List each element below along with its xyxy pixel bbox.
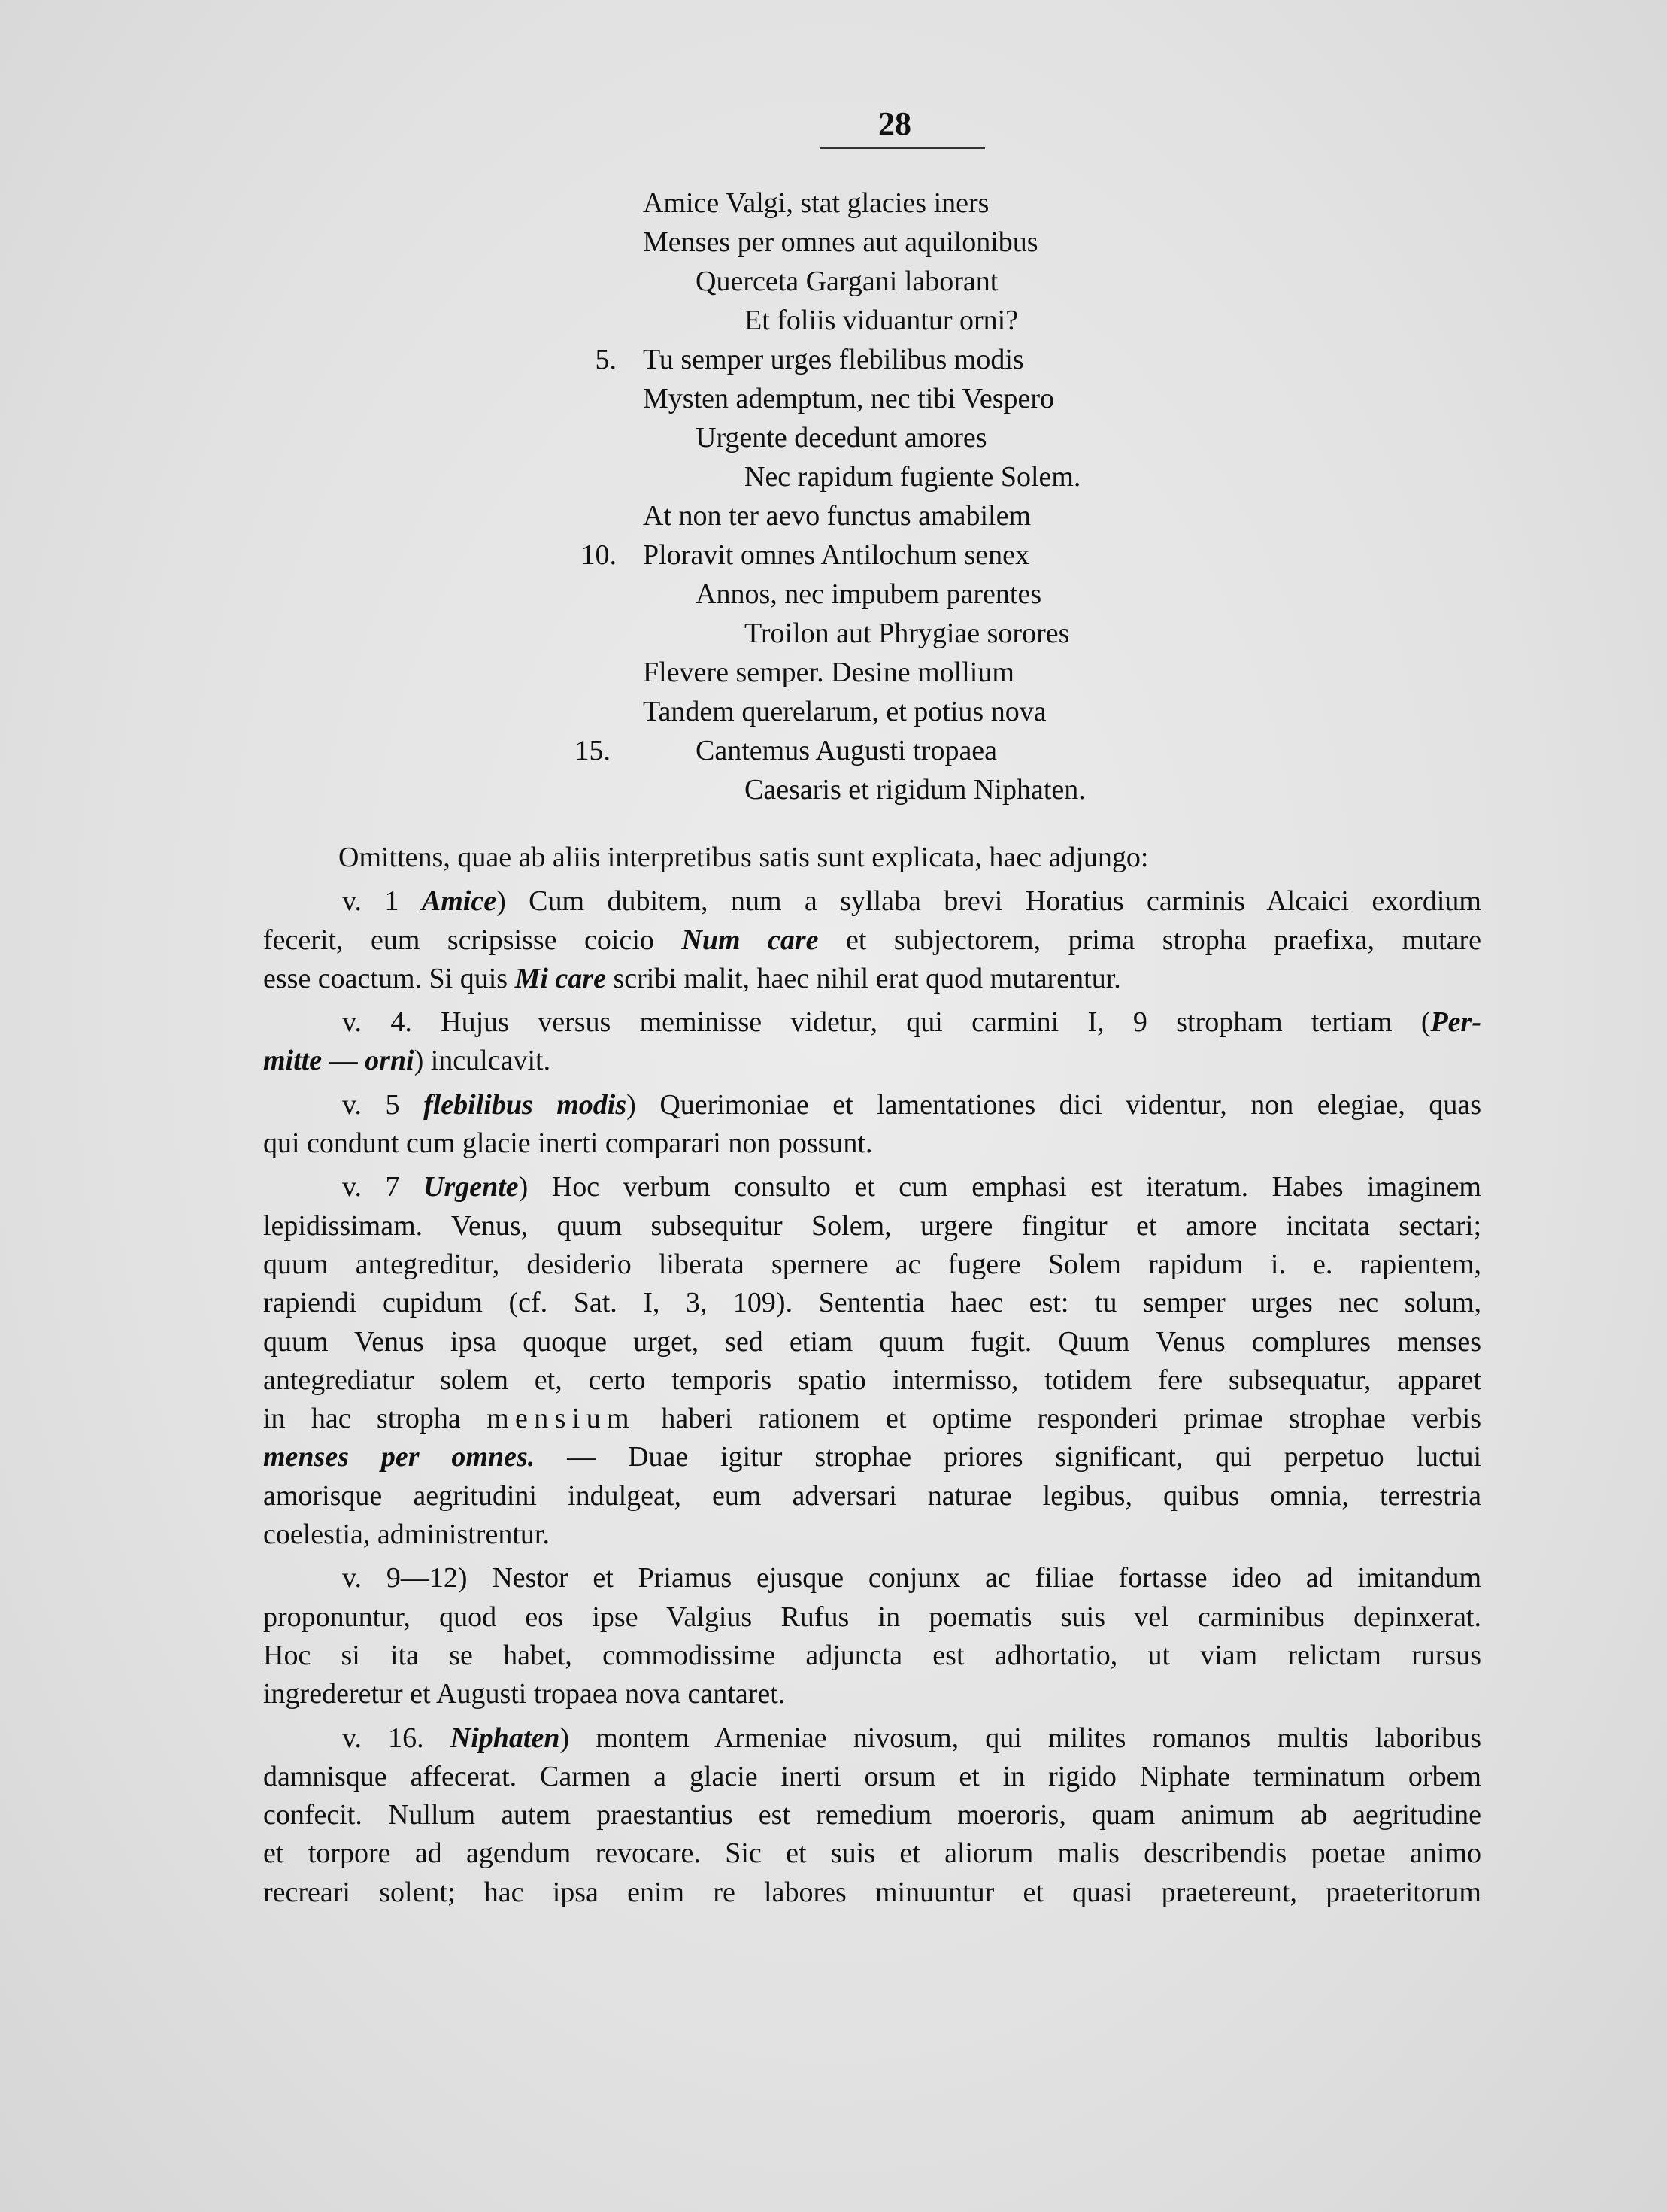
note-text: montem Armeniae nivosum, qui milites romanos multis laboribus [596,1722,1482,1754]
note-v9-12-cont: Hoc si ita se habet, commodissime adjuncta est adhortatio, ut viam relictam rursus [263,1639,1481,1671]
verse-line: Cantemus Augusti tropaea [696,735,998,766]
note-text: Hujus versus meminisse videtur, qui carmini I, 9 stropham tertiam ( [441,1006,1431,1039]
note-v7: v. 7 Urgente) Hoc verbum consulto et cum emphasi est iteratum. Habes imaginem [342,1171,1481,1203]
note-ref: v. 4. [342,1006,412,1039]
note-text: — [329,1045,358,1077]
verse-line: Flevere semper. Desine mollium [643,657,1014,688]
note-emphasis: orni [365,1045,414,1077]
note-text: fecerit, eum scripsisse coicio [263,924,654,956]
note-v4-cont [263,1042,1481,1080]
note-v16-cont: recreari solent; hac ipsa enim re labores minuuntur et quasi praetereunt, praeteritorum [263,1876,1481,1908]
verse-line: Nec rapidum fugiente Solem. [744,461,1081,493]
note-text: et subjectorem, prima stropha praefixa, mutare [846,924,1482,956]
note-ref: v. 9—12) [342,1562,468,1595]
verse-line: Annos, nec impubem parentes [696,578,1042,610]
note-ref: v. 16. [342,1722,424,1754]
verse-line: At non ter aevo functus amabilem [643,500,1032,532]
note-v7-cont: antegrediatur solem et, certo temporis spatio intermisso, totidem fere subsequatur, apparet [263,1364,1481,1396]
note-text: Querimoniae et lamentationes dici videntur, non elegiae, quas [659,1088,1482,1121]
verse-line: Et foliis viduantur orni? [744,305,1019,336]
note-v9-12-cont: proponuntur, quod eos ipse Valgius Rufus in poematis suis vel carminibus depinxerat. [263,1601,1481,1633]
note-spaced-word: mensium [486,1403,635,1435]
note-text: Hoc verbum consulto et cum emphasi est iteratum. Habes imaginem [551,1171,1481,1203]
note-text: esse coactum. Si quis [263,962,508,994]
note-ref: v. 1 [342,885,399,918]
note-v7-cont: amorisque aegritudini indulgeat, eum adversari naturae legibus, quibus omnia, terrestria [263,1479,1481,1512]
note-text: Cum dubitem, num a syllaba brevi Horatius carminis Alcaici exordium [529,885,1481,918]
note-v16-cont: damnisque affecerat. Carmen a glacie inerti orsum et in rigido Niphate terminatum orbem [263,1760,1481,1792]
note-v16-cont: confecit. Nullum autem praestantius est remedium moeroris, quam animum ab aegritudine [263,1799,1481,1831]
note-text: ) inculcavit. [414,1045,551,1077]
commentary [263,839,1481,1912]
note-lemma: Urgente [423,1171,519,1203]
note-emphasis: Mi care [514,962,606,994]
verse-line: Amice Valgi, stat glacies iners [643,187,990,219]
note-lemma: Niphaten [450,1722,560,1754]
page-number: 28 [878,105,911,142]
note-text: haberi rationem et optime responderi primae strophae verbis [661,1403,1482,1435]
verse-line: Ploravit omnes Antilochum senex [643,539,1030,571]
note-v1-cont [263,960,1481,998]
note-v16-cont: et torpore ad agendum revocare. Sic et suis et aliorum malis describendis poetae animo [263,1837,1481,1870]
note-v7-cont: rapiendi cupidum (cf. Sat. I, 3, 109). Sententia haec est: tu semper urges nec solum, [263,1287,1481,1319]
verse-line: Urgente decedunt amores [696,422,987,454]
note-text: Nestor et Priamus ejusque conjunx ac filiae fortasse ideo ad imitandum [492,1562,1482,1595]
verse-line: Querceta Gargani laborant [696,266,999,297]
note-ref: v. 7 [342,1171,400,1203]
note-emphasis: mitte [263,1045,323,1077]
verse-line: Tu semper urges flebilibus modis [643,344,1024,375]
verse-line-number: 15. [574,735,611,766]
note-v7-cont [263,1438,1481,1476]
verse-line-number: 10. [580,539,617,571]
note-v7-cont [263,1400,1481,1438]
verse-line: Mysten ademptum, nec tibi Vespero [643,383,1055,414]
note-text: scribi malit, haec nihil erat quod mutarentur. [613,962,1121,994]
note-v9-12 [263,1559,1481,1598]
note-v4 [263,1003,1481,1042]
verse-line-number: 5. [595,344,617,375]
note-emphasis: menses per omnes. [263,1441,535,1473]
verse-line: Menses per omnes aut aquilonibus [643,226,1038,258]
note-v1-cont [263,921,1481,960]
note-v7-cont: quum Venus ipsa quoque urget, sed etiam quum fugit. Quum Venus complures menses [263,1325,1481,1358]
note-text: in hac stropha [263,1403,461,1435]
note-lemma: Amice [421,885,497,918]
note-emphasis: Num care [681,924,819,956]
note-v5-cont: qui condunt cum glacie inerti comparari non possunt. [263,1127,873,1160]
intro-paragraph: Omittens, quae ab aliis interpretibus satis sunt explicata, haec adjungo: [338,842,1149,873]
verse-line: Troilon aut Phrygiae sorores [744,617,1070,649]
note-lemma: flebilibus modis [423,1088,627,1121]
note-v7-cont: coelestia, administrentur. [263,1519,550,1551]
note-text: — Duae igitur strophae priores significant, qui perpetuo luctui [567,1441,1481,1473]
verse-line: Tandem querelarum, et potius nova [643,696,1047,727]
note-v1: v. 1 Amice) Cum dubitem, num a syllaba brevi Horatius carminis Alcaici exordium [342,885,1481,918]
note-ref: v. 5 [342,1088,400,1121]
note-emphasis: Per- [1430,1006,1481,1039]
note-v9-12-cont: ingrederetur et Augusti tropaea nova cantaret. [263,1678,786,1710]
note-v7-cont: lepidissimam. Venus, quum subsequitur Solem, urgere fingitur et amore incitata sectari; [263,1209,1481,1242]
page-number-rule [820,147,985,149]
verse-line: Caesaris et rigidum Niphaten. [744,774,1086,806]
note-v16: v. 16. Niphaten) montem Armeniae nivosum, qui milites romanos multis laboribus [342,1722,1482,1754]
note-v7-cont: quum antegreditur, desiderio liberata spernere ac fugere Solem rapidum i. e. rapientem, [263,1248,1481,1280]
note-v5: v. 5 flebilibus modis) Querimoniae et lamentationes dici videntur, non elegiae, quas [342,1088,1482,1121]
